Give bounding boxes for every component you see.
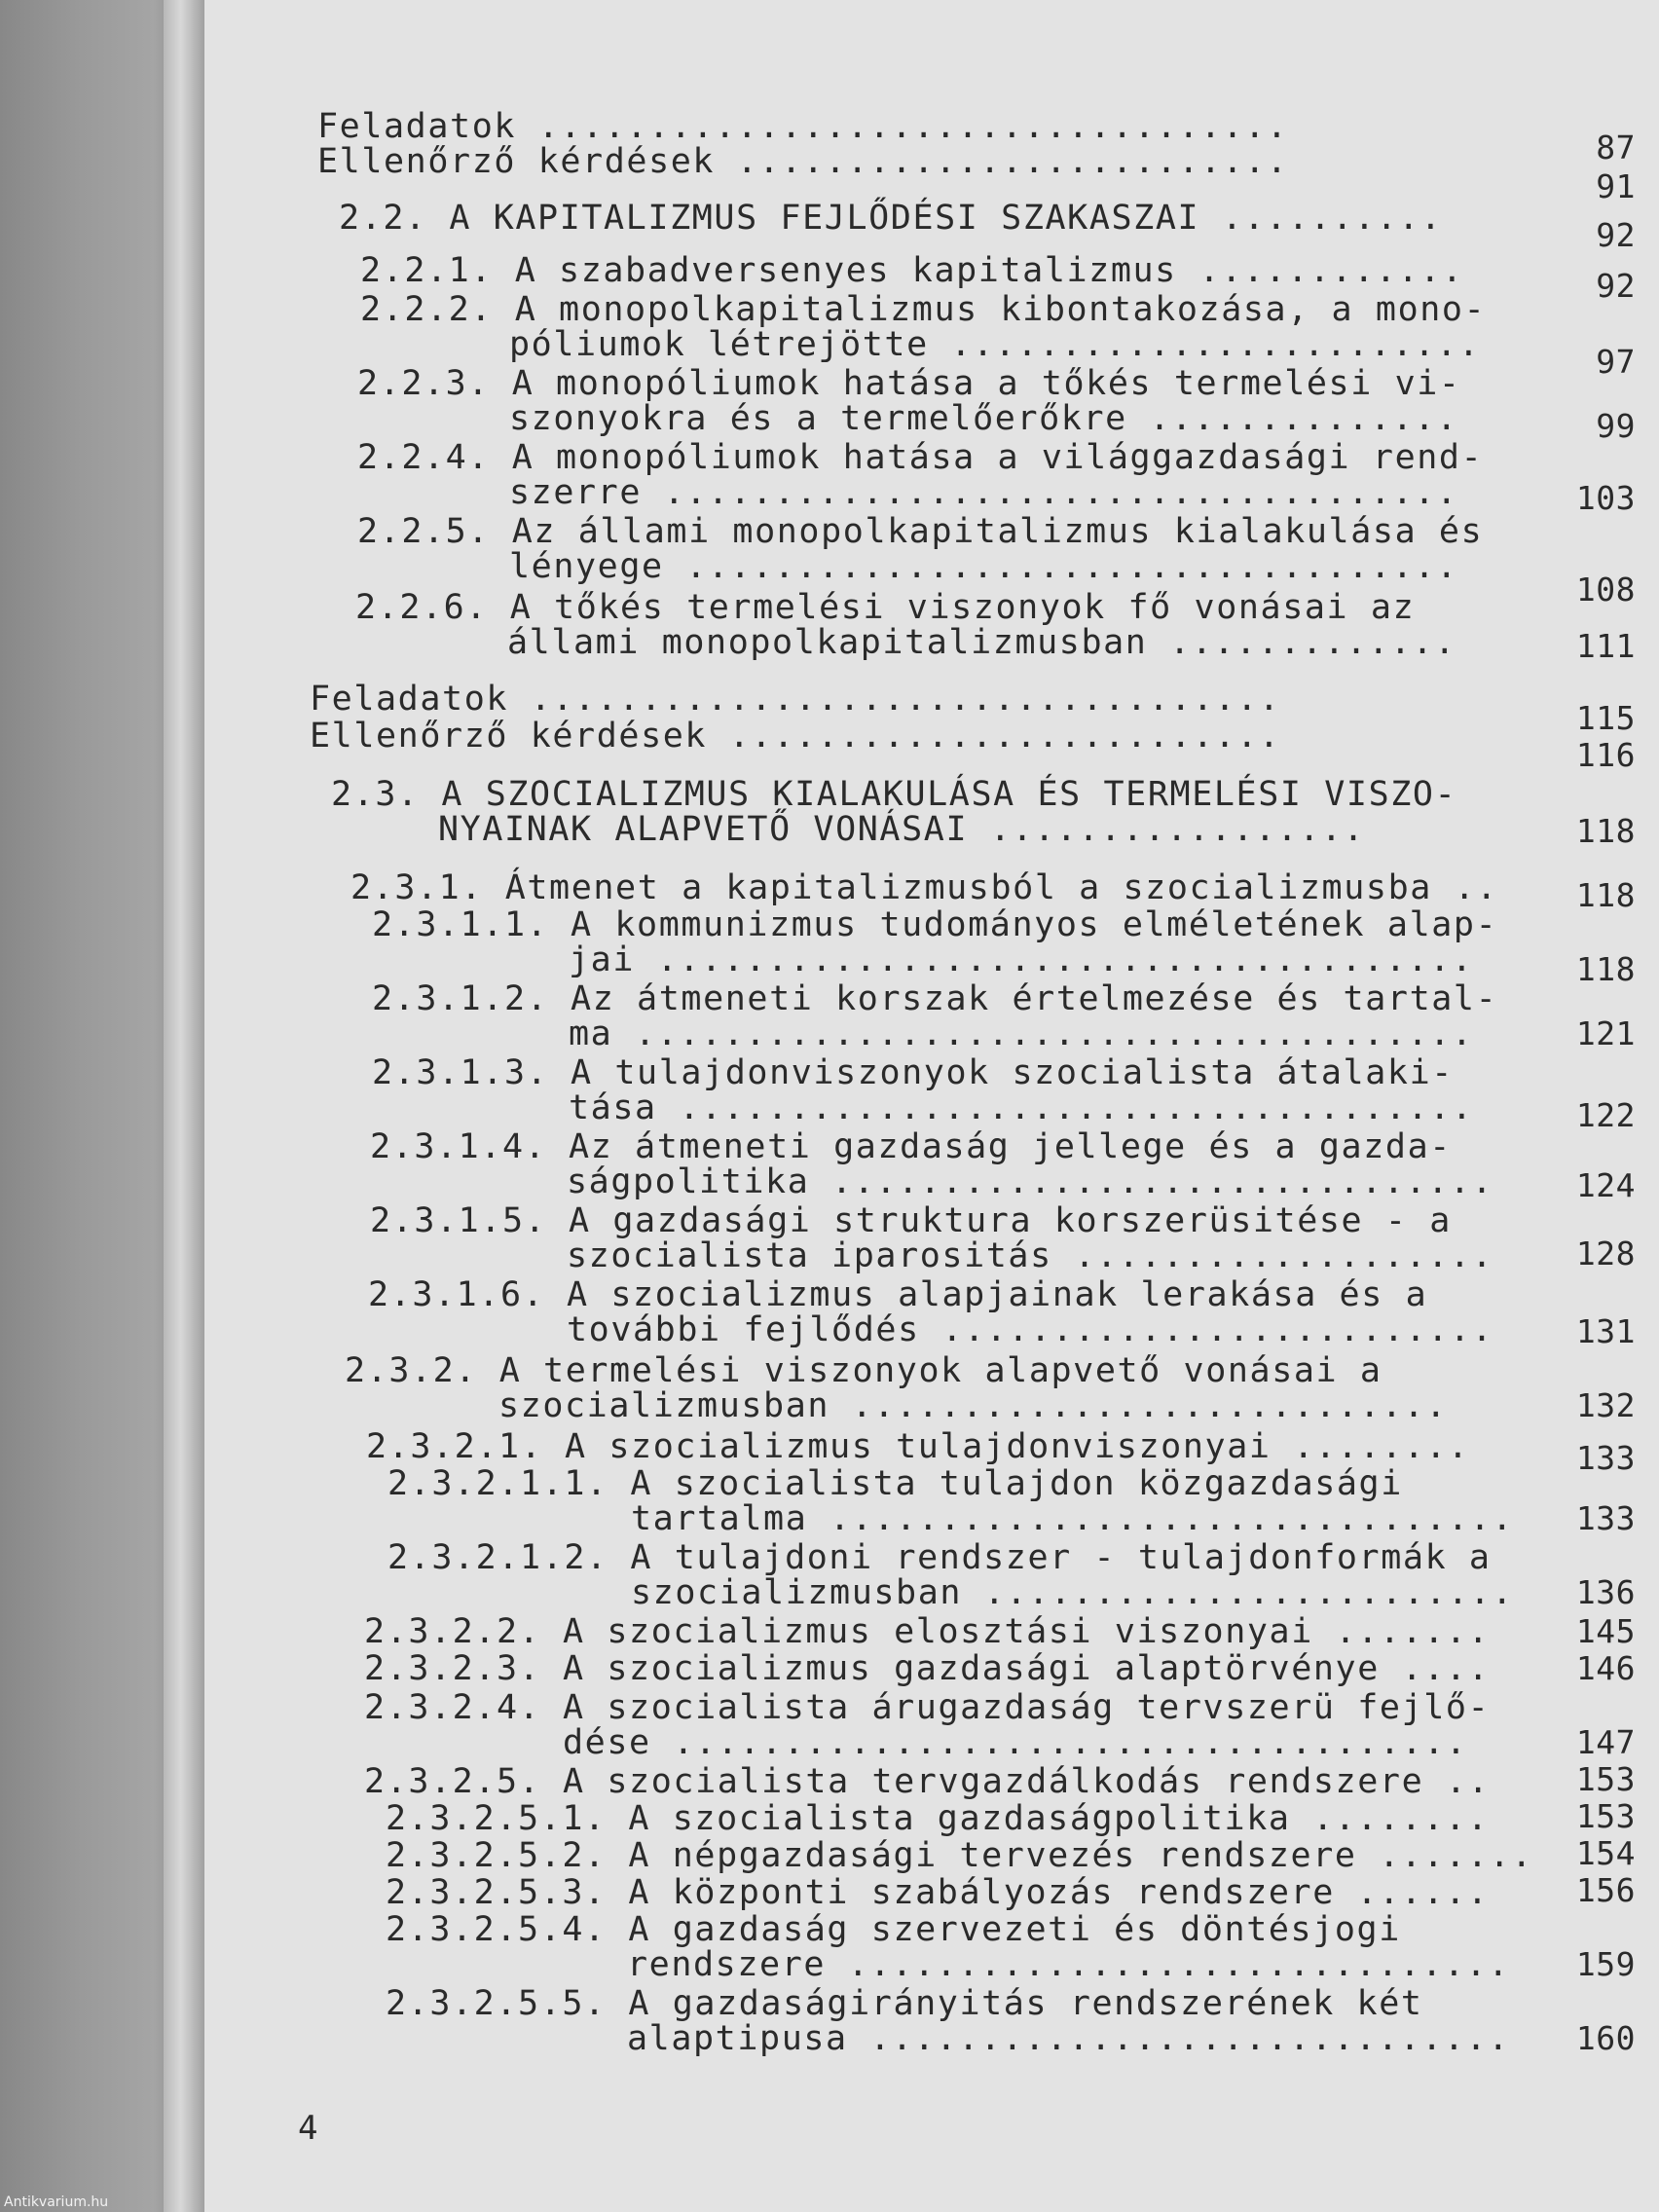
toc-entry-text: 2.3.1. Átmenet a kapitalizmusból a szocializmusba .. — [350, 868, 1498, 907]
toc-page-number: 145 — [1575, 1612, 1636, 1650]
toc-entry-text: NYAINAK ALAPVETŐ VONÁSAI ................. — [438, 810, 1366, 849]
toc-page-number: 97 — [1596, 343, 1636, 381]
toc-entry-text: 2.3.2.5.5. A gazdaságirányitás rendszerének két — [386, 1984, 1423, 2023]
toc-entry-text: 2.2.2. A monopolkapitalizmus kibontakozása, a mono- — [360, 290, 1487, 329]
toc-entry-text: 2.2. A KAPITALIZMUS FEJLŐDÉSI SZAKASZAI .......... — [339, 199, 1443, 238]
toc-entry-text: Ellenőrző kérdések ......................... — [310, 717, 1281, 756]
toc-entry-text: Feladatok .................................. — [317, 107, 1289, 146]
toc-page-number: 122 — [1575, 1096, 1636, 1134]
toc-page-number: 133 — [1575, 1499, 1636, 1537]
toc-page-number: 92 — [1596, 267, 1636, 305]
toc-entry-text: 2.3.2.4. A szocialista árugazdaság tervszerü fejlő- — [364, 1688, 1491, 1727]
toc-page-number: 103 — [1575, 479, 1636, 517]
toc-entry-text: szocializmusban ........................... — [498, 1386, 1448, 1425]
toc-entry-text: szocializmusban ........................ — [631, 1573, 1514, 1612]
toc-entry-text: tartalma ............................... — [631, 1499, 1514, 1538]
toc-entry-text: 2.3.2.5.2. A népgazdasági tervezés rendszere ....... — [386, 1836, 1533, 1875]
toc-entry-text: 2.2.4. A monopóliumok hatása a világgazdasági rend- — [357, 438, 1484, 477]
toc-entry-text: alaptipusa ............................. — [627, 2019, 1510, 2058]
toc-page-number: 118 — [1575, 950, 1636, 988]
toc-page-number: 115 — [1575, 699, 1636, 737]
toc-entry-text: szonyokra és a termelőerőkre .............. — [509, 399, 1458, 438]
toc-entry-text: jai ..................................... — [569, 940, 1474, 979]
toc-entry-text: 2.3.1.5. A gazdasági struktura korszerüsitése - a — [370, 1201, 1452, 1240]
toc-entry-text: lényege ................................... — [509, 547, 1458, 586]
toc-entry-text: 2.3.2.5.4. A gazdaság szervezeti és döntésjogi — [386, 1910, 1401, 1949]
toc-entry-text: tása .................................... — [569, 1088, 1474, 1127]
watermark-text: Antikvarium.hu — [4, 2194, 109, 2210]
toc-page-number: 132 — [1575, 1386, 1636, 1424]
toc-page-number: 133 — [1575, 1439, 1636, 1477]
toc-page-number: 153 — [1575, 1797, 1636, 1835]
toc-entry-text: 2.3.1.3. A tulajdonviszonyok szocialista átalaki- — [372, 1053, 1454, 1092]
toc-entry-text: 2.2.6. A tőkés termelési viszonyok fő vonásai az — [355, 588, 1416, 627]
toc-entry-text: állami monopolkapitalizmusban ............. — [507, 623, 1456, 662]
toc-page-number: 124 — [1575, 1166, 1636, 1204]
toc-entry-text: 2.2.1. A szabadversenyes kapitalizmus ............ — [360, 251, 1464, 290]
toc-page-number: 118 — [1575, 876, 1636, 914]
toc-page-number: 156 — [1575, 1871, 1636, 1909]
toc-entry-text: 2.3.2.5.3. A központi szabályozás rendszere ...... — [386, 1873, 1490, 1912]
toc-entry-text: szocialista iparositás ................... — [567, 1236, 1494, 1275]
toc-entry-text: további fejlődés ......................... — [567, 1310, 1494, 1349]
toc-entry-text: 2.3.2.1.2. A tulajdoni rendszer - tulajdonformák a — [387, 1538, 1492, 1577]
toc-page-number: 154 — [1575, 1834, 1636, 1872]
toc-page-number: 146 — [1575, 1649, 1636, 1687]
toc-page-number: 121 — [1575, 1014, 1636, 1052]
toc-page-number: 147 — [1575, 1723, 1636, 1761]
toc-page-number: 111 — [1575, 627, 1636, 665]
toc-page-number: 87 — [1596, 129, 1636, 166]
toc-entry-text: ságpolitika .............................. — [567, 1162, 1494, 1201]
toc-entry-text: ma ...................................... — [569, 1014, 1474, 1053]
toc-entry-text: 2.2.5. Az állami monopolkapitalizmus kialakulása és — [357, 512, 1484, 551]
toc-entry-text: dése .................................... — [563, 1723, 1468, 1762]
toc-entry-text: 2.3. A SZOCIALIZMUS KIALAKULÁSA ÉS TERMELÉSI VISZO- — [331, 775, 1457, 814]
toc-entry-text: 2.3.2.1. A szocializmus tulajdonviszonyai ........ — [366, 1427, 1470, 1466]
toc-page-number: 108 — [1575, 571, 1636, 608]
toc-entry-text: 2.3.2.3. A szocializmus gazdasági alaptörvénye .... — [364, 1649, 1491, 1688]
toc-entry-text: rendszere .............................. — [627, 1945, 1510, 1984]
toc-entry-text: Feladatok .................................. — [310, 680, 1281, 719]
toc-entry-text: 2.3.2. A termelési viszonyok alapvető vonásai a — [345, 1351, 1382, 1390]
toc-page-number: 128 — [1575, 1235, 1636, 1272]
toc-page-number: 131 — [1575, 1312, 1636, 1350]
toc-entry-text: 2.3.1.1. A kommunizmus tudományos elméletének alap- — [372, 905, 1498, 944]
toc-page-number: 159 — [1575, 1945, 1636, 1983]
toc-entry-text: 2.3.1.6. A szocializmus alapjainak lerakása és a — [368, 1275, 1428, 1314]
toc-entry-text: 2.3.2.5. A szocialista tervgazdálkodás rendszere .. — [364, 1762, 1491, 1801]
toc-page-number: 92 — [1596, 216, 1636, 254]
page-folio-number: 4 — [298, 2109, 318, 2148]
toc-page-number: 91 — [1596, 167, 1636, 205]
toc-entry-text: 2.3.1.4. Az átmeneti gazdaság jellege és a gazda- — [370, 1127, 1452, 1166]
toc-entry-text: 2.3.2.5.1. A szocialista gazdaságpolitika ........ — [386, 1799, 1490, 1838]
toc-entry-text: szerre .................................... — [509, 473, 1458, 512]
toc-page-number: 118 — [1575, 812, 1636, 850]
toc-page-number: 160 — [1575, 2019, 1636, 2057]
toc-page-number: 153 — [1575, 1760, 1636, 1798]
toc-entry-text: 2.2.3. A monopóliumok hatása a tőkés termelési vi- — [357, 364, 1461, 403]
toc-entry-text: 2.3.1.2. Az átmeneti korszak értelmezése és tartal- — [372, 979, 1498, 1018]
toc-page-number: 116 — [1575, 736, 1636, 774]
toc-page-number: 99 — [1596, 407, 1636, 445]
toc-entry-text: 2.3.2.1.1. A szocialista tulajdon közgazdasági — [387, 1464, 1403, 1503]
toc-entry-text: 2.3.2.2. A szocializmus elosztási viszonyai ....... — [364, 1612, 1491, 1651]
toc-page-number: 136 — [1575, 1573, 1636, 1611]
toc-entry-text: póliumok létrejötte ........................ — [509, 325, 1481, 364]
toc-entry-text: Ellenőrző kérdések ......................... — [317, 142, 1289, 181]
